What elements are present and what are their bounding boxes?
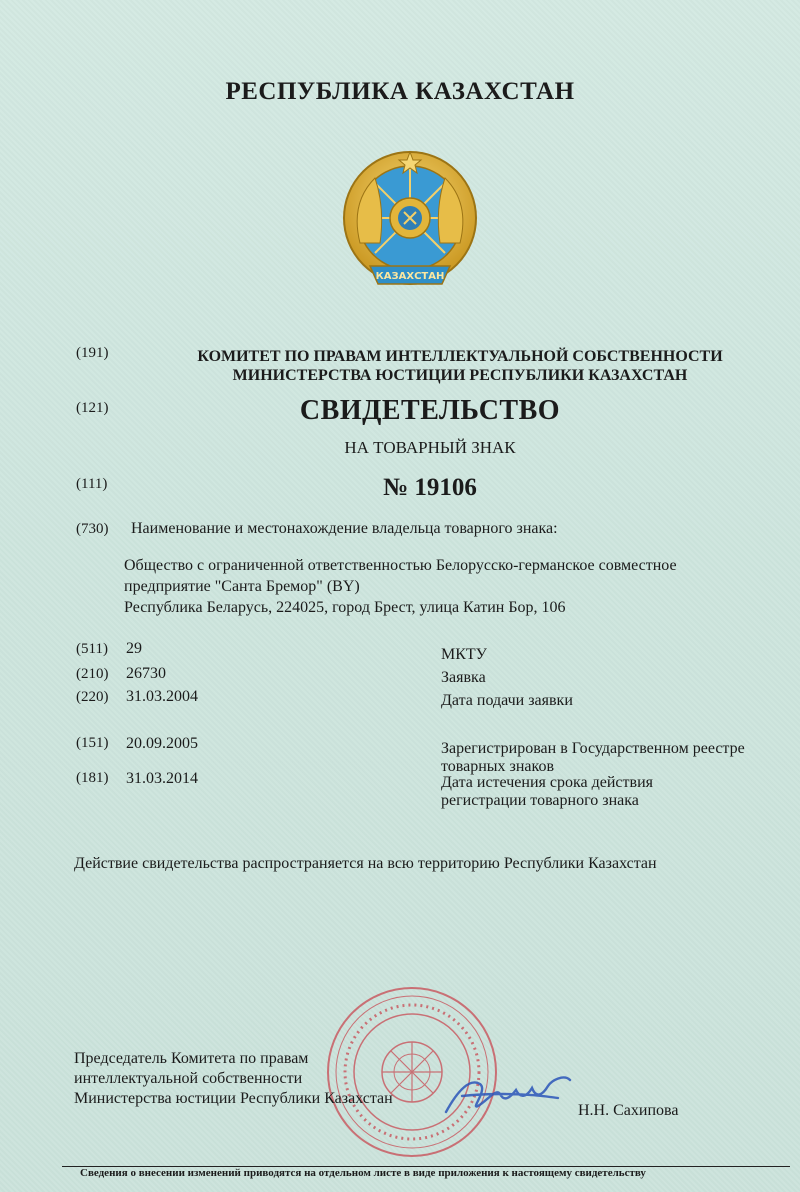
certificate-title: СВИДЕТЕЛЬСТВО <box>299 395 561 426</box>
code-111: (111) <box>76 476 108 492</box>
code-151: (151) <box>76 735 109 751</box>
signatory-line-1: Председатель Комитета по правам <box>74 1050 309 1067</box>
committee-line-2: МИНИСТЕРСТВА ЮСТИЦИИ РЕСПУБЛИКИ КАЗАХСТАН <box>232 367 688 384</box>
code-220: (220) <box>76 689 109 705</box>
filing-date-value: 31.03.2004 <box>126 688 198 705</box>
owner-line-1: Общество с ограниченной ответственностью Белорусско-германское совместное <box>124 557 677 574</box>
mktu-label: МКТУ <box>441 646 487 663</box>
signature-icon <box>440 1068 575 1123</box>
country-title: РЕСПУБЛИКА КАЗАХСТАН <box>225 78 575 105</box>
committee-line-1: КОМИТЕТ ПО ПРАВАМ ИНТЕЛЛЕКТУАЛЬНОЙ СОБСТВЕННОСТИ <box>197 348 723 365</box>
code-730: (730) <box>76 521 109 537</box>
signatory-name: Н.Н. Сахипова <box>578 1102 679 1119</box>
registration-date-value: 20.09.2005 <box>126 735 198 752</box>
code-511: (511) <box>76 641 108 657</box>
certificate-subtitle: НА ТОВАРНЫЙ ЗНАК <box>344 438 516 457</box>
territory-scope: Действие свидетельства распространяется на всю территорию Республики Казахстан <box>74 855 657 872</box>
owner-label: Наименование и местонахождение владельца товарного знака: <box>131 520 558 537</box>
committee-name <box>180 347 740 385</box>
code-210: (210) <box>76 666 109 682</box>
expiry-label-line-1: Дата истечения срока действия <box>441 774 653 791</box>
filing-date-label: Дата подачи заявки <box>441 692 573 709</box>
application-value: 26730 <box>126 665 166 682</box>
footer-note: Сведения о внесении изменений приводятся на отдельном листе в виде приложения к настоящему свидетельству <box>80 1167 646 1179</box>
code-121: (121) <box>76 400 109 416</box>
state-emblem-icon <box>330 148 490 298</box>
signatory-block <box>74 1049 393 1109</box>
signatory-line-2: интеллектуальной собственности <box>74 1070 303 1087</box>
mktu-value: 29 <box>126 640 142 657</box>
owner-block <box>124 555 764 618</box>
owner-line-3: Республика Беларусь, 224025, город Брест, улица Катин Бор, 106 <box>124 599 566 616</box>
registration-label <box>441 740 745 776</box>
expiry-date-value: 31.03.2014 <box>126 770 198 787</box>
code-181: (181) <box>76 770 109 786</box>
owner-line-2: предприятие "Санта Бремор" (BY) <box>124 578 360 595</box>
expiry-label <box>441 774 653 810</box>
certificate-number: № 19106 <box>383 474 477 501</box>
emblem-text: КАЗАХСТАН <box>375 271 445 282</box>
registration-label-line-1: Зарегистрирован в Государственном реестре <box>441 740 745 757</box>
registration-label-line-2: товарных знаков <box>441 758 555 775</box>
expiry-label-line-2: регистрации товарного знака <box>441 792 639 809</box>
code-191: (191) <box>76 345 109 361</box>
application-label: Заявка <box>441 669 486 686</box>
signatory-line-3: Министерства юстиции Республики Казахстан <box>74 1090 393 1107</box>
